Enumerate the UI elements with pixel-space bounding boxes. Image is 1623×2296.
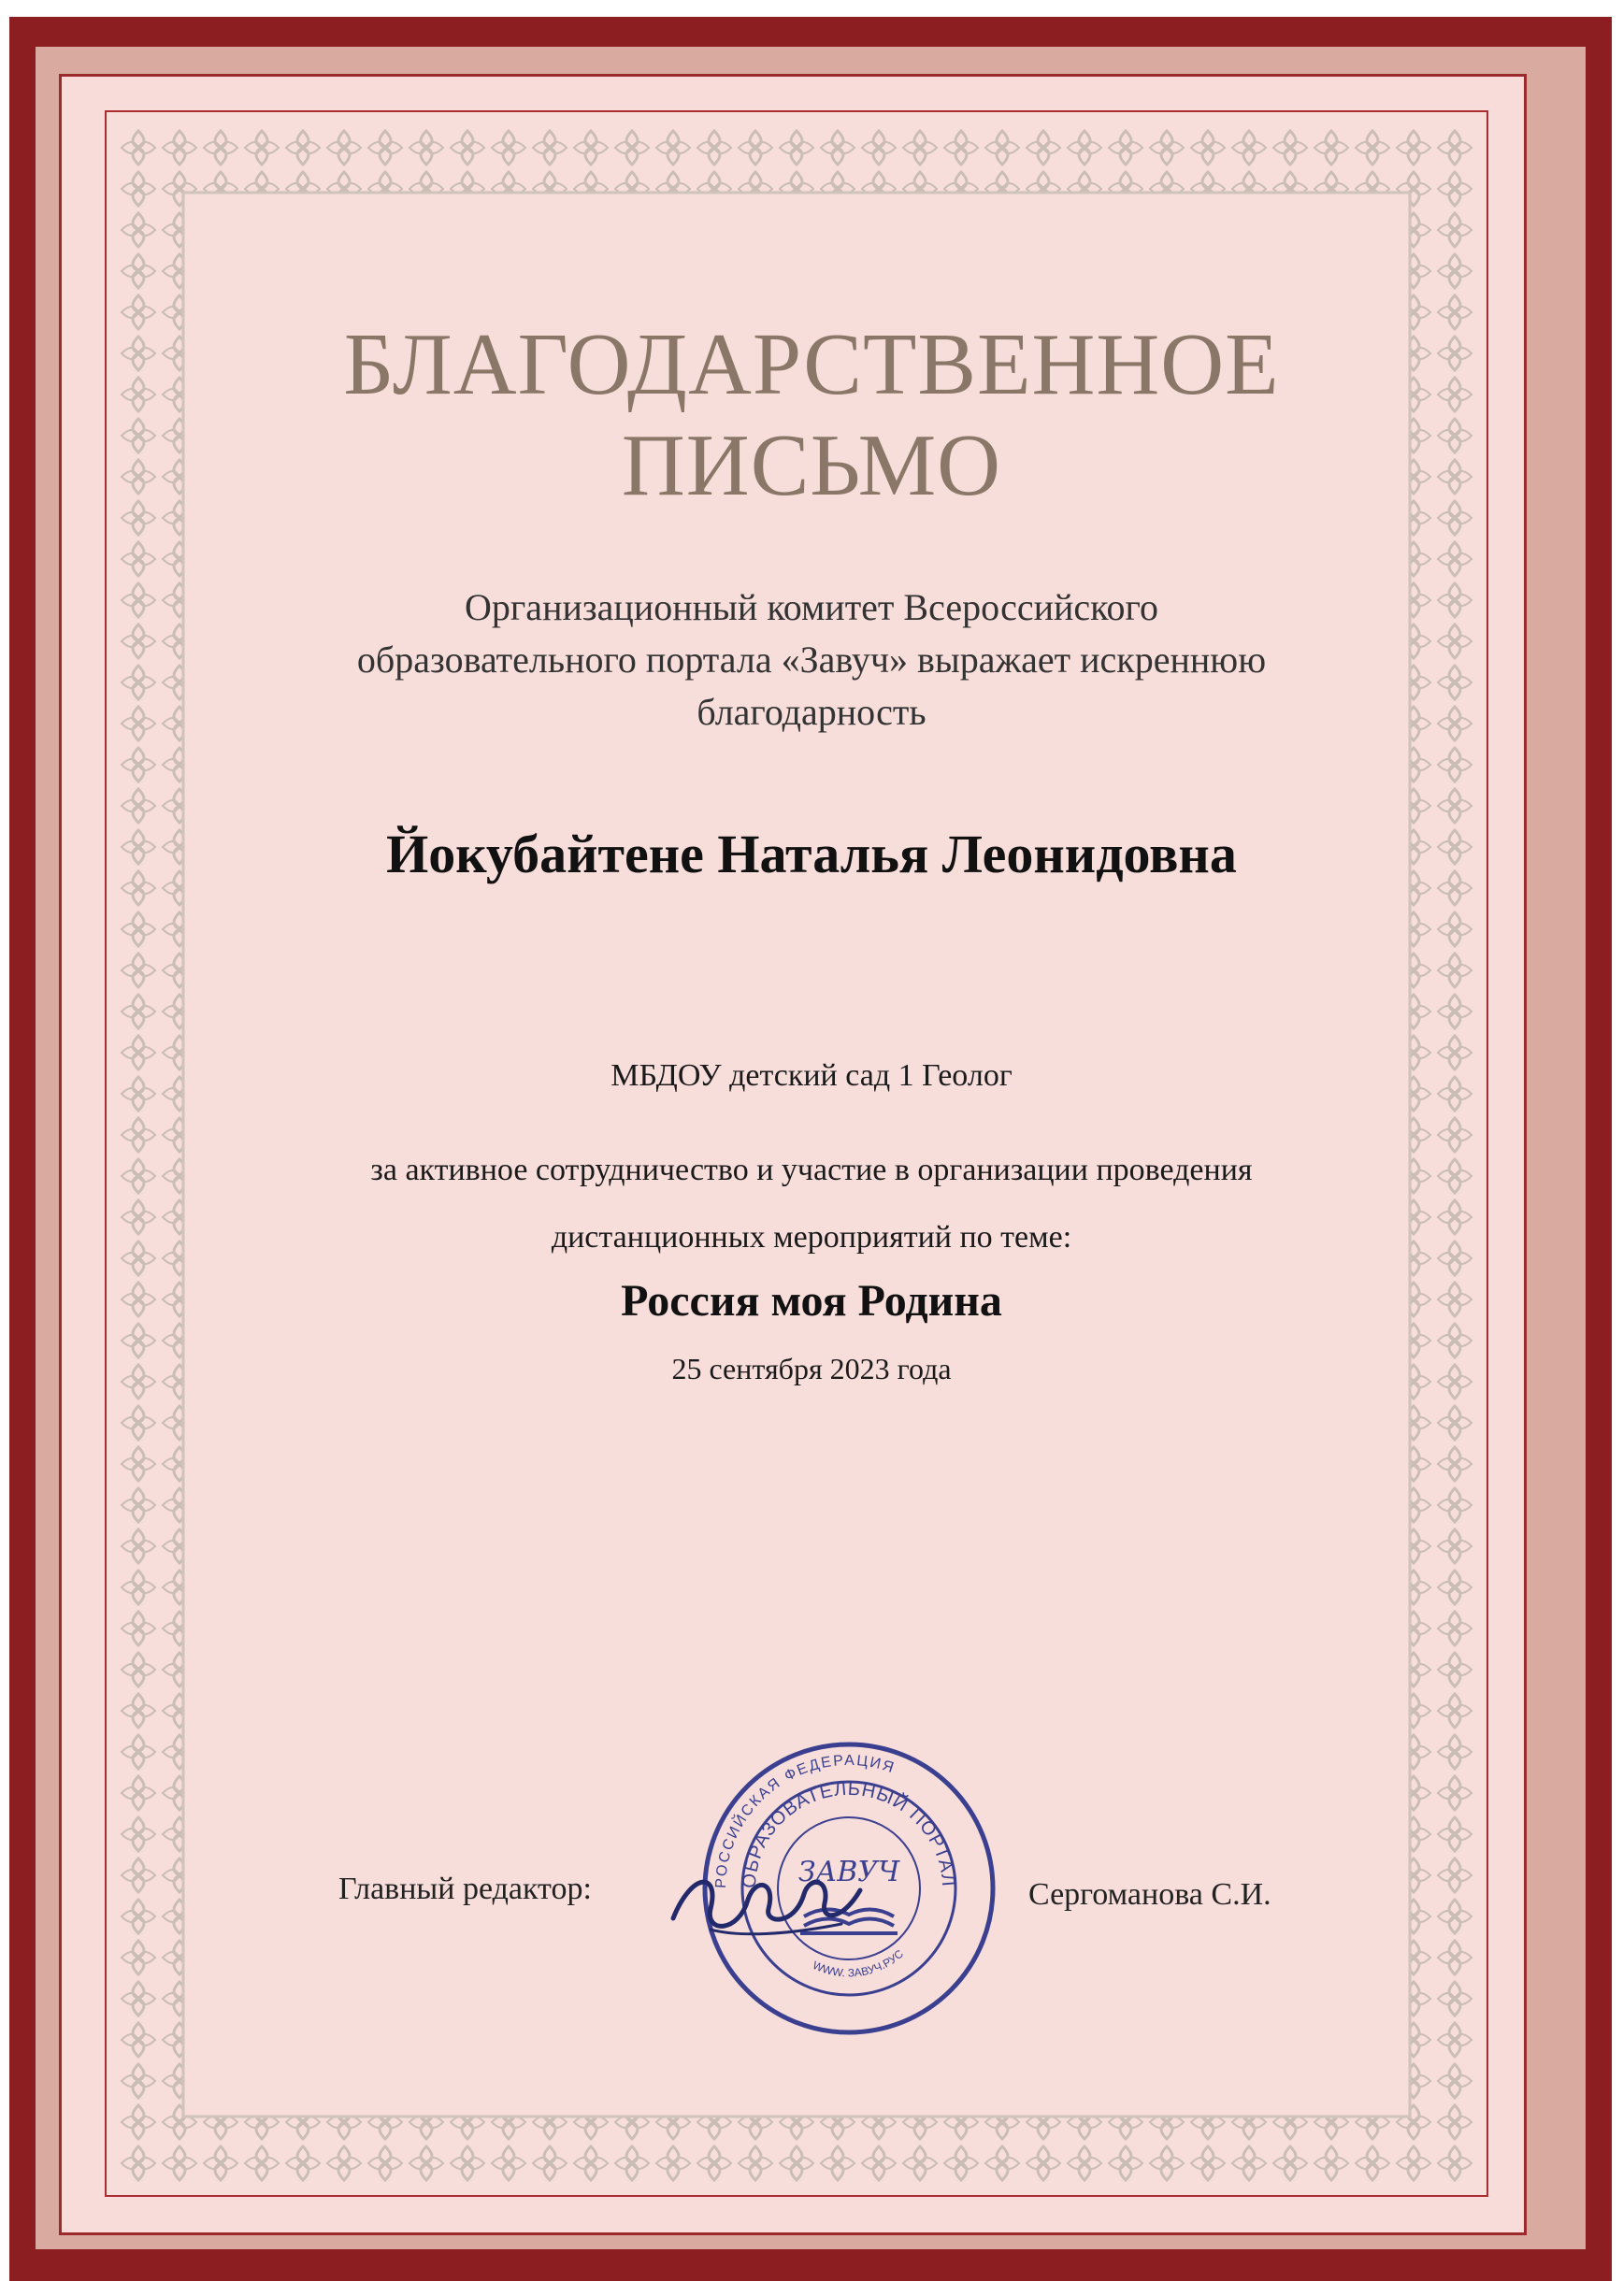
handwritten-signature [654,1844,879,1956]
reason-text [224,1137,1399,1271]
intro-text [224,581,1399,739]
stamp-bottom-text: WWW. ЗАВУЧ.РУС [811,1946,906,1980]
intro-line-1: Организационный комитет Всероссийского [465,586,1158,628]
certificate-title [187,314,1436,516]
stamp-center-text: ЗАВУЧ [797,1856,900,1888]
stamp-outer-text: РОССИЙСКАЯ ФЕДЕРАЦИЯ [712,1752,898,1889]
event-date: 25 сентября 2023 года [671,1352,952,1385]
recipient-organization: МБДОУ детский сад 1 Геолог [610,1058,1013,1093]
reason-line-2: дистанционных мероприятий по теме: [551,1220,1072,1255]
stamp-inner-text: ОБРАЗОВАТЕЛЬНЫЙ ПОРТАЛ [739,1778,959,1889]
intro-line-3: благодарность [697,691,926,733]
signer-name: Сергоманова С.И. [1028,1877,1271,1912]
signer-label: Главный редактор: [338,1872,592,1906]
intro-line-2: образовательного портала «Завуч» выражает искреннюю [356,639,1267,681]
reason-line-1: за активное сотрудничество и участие в организации проведения [370,1153,1253,1187]
event-topic: Россия моя Родина [621,1276,1002,1326]
recipient-name: Йокубайтене Наталья Леонидовна [386,824,1237,884]
title-line-1: БЛАГОДАРСТВЕННОЕ [343,316,1280,413]
title-line-2: ПИСЬМО [621,417,1002,514]
